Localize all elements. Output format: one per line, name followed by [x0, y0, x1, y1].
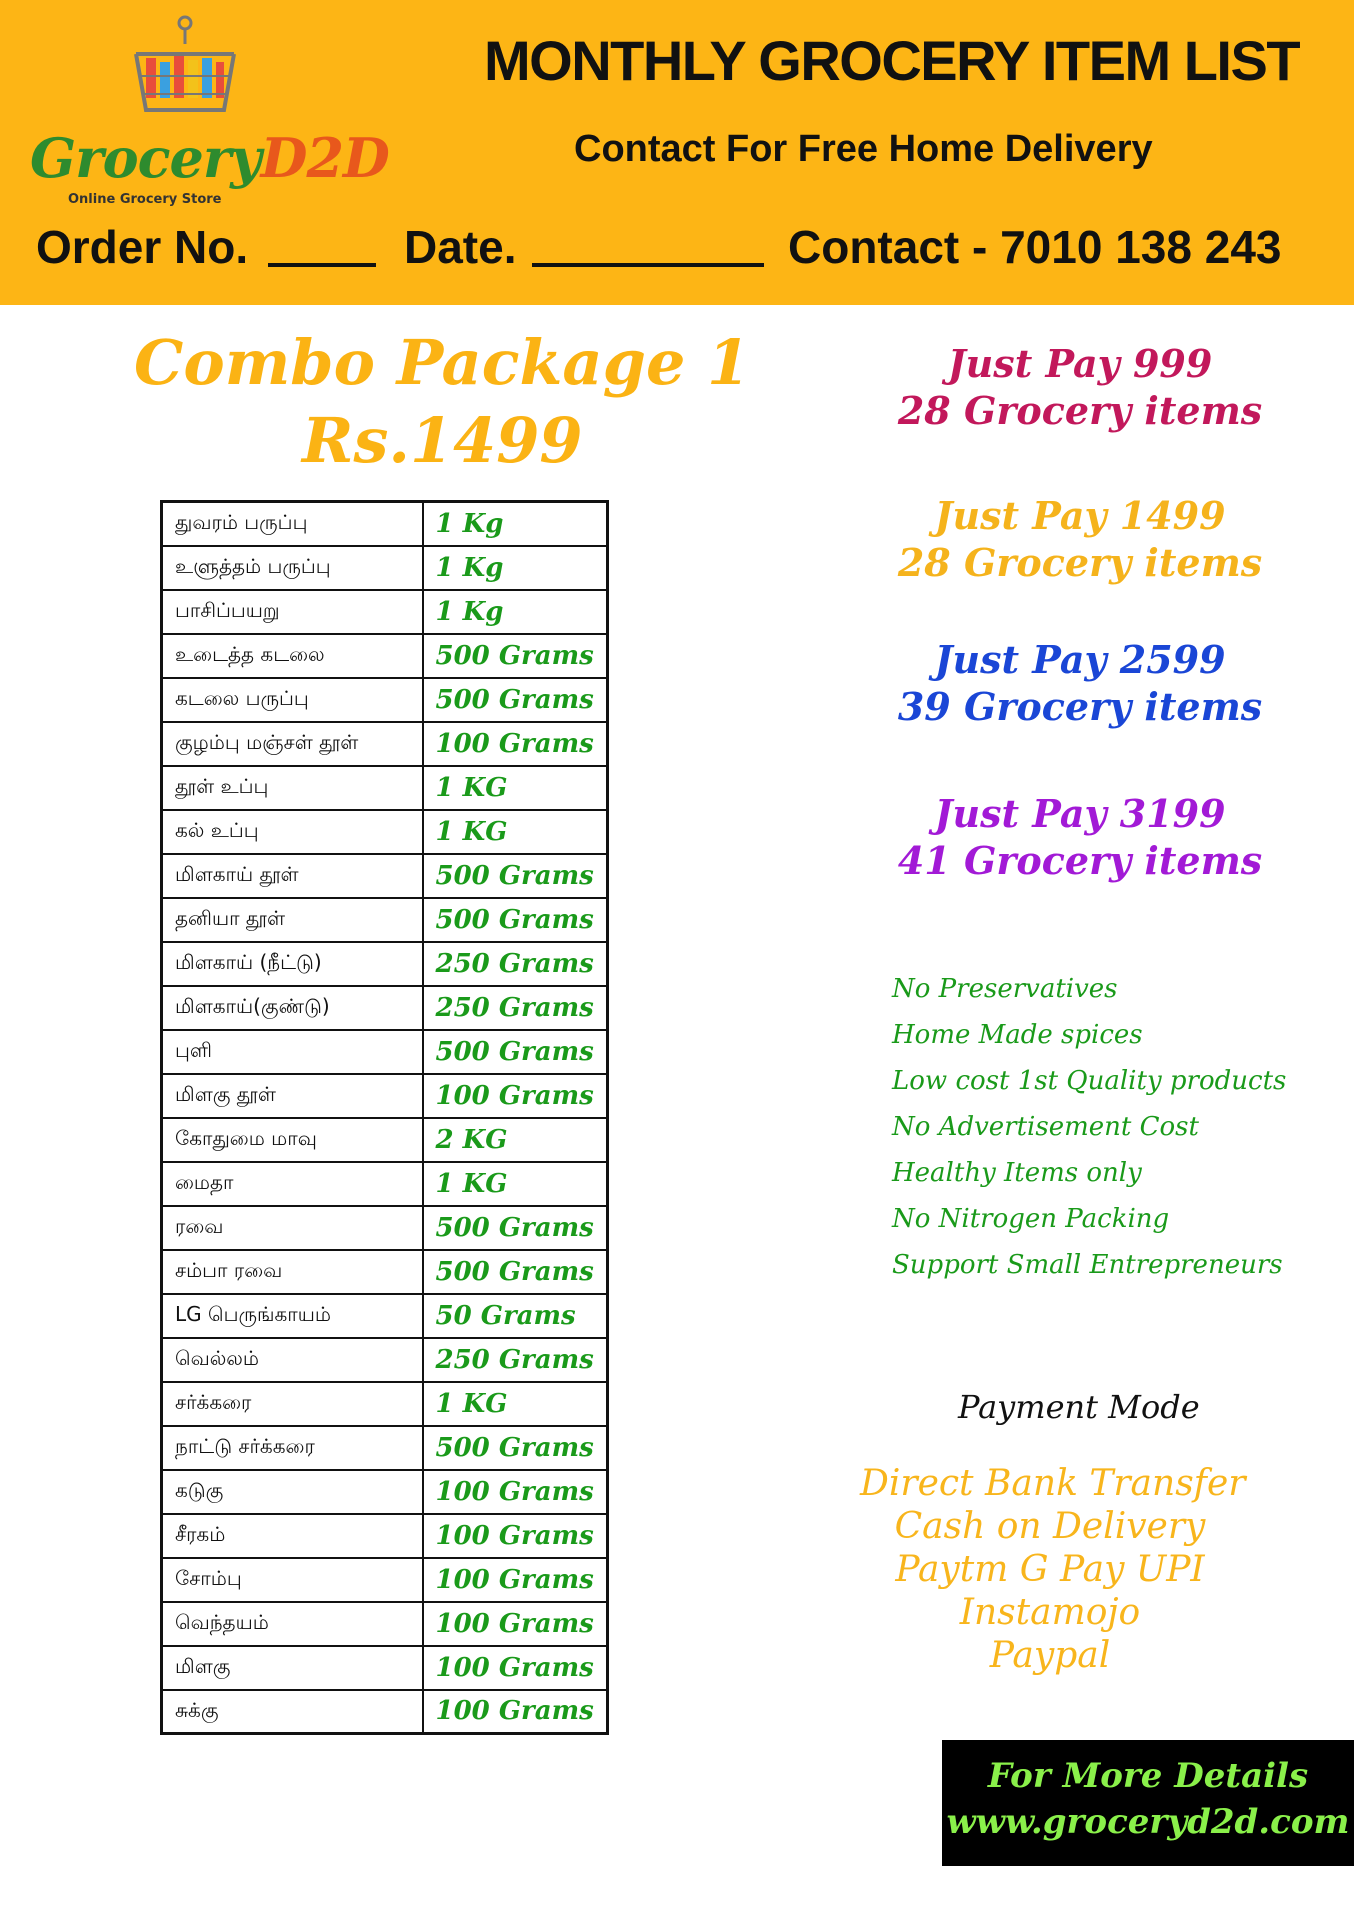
more-details-label: For More Details: [987, 1756, 1309, 1796]
item-quantity: 1 Kg: [423, 502, 608, 546]
item-name: LG பெருங்காயம்: [162, 1294, 423, 1338]
offer-block: [850, 790, 1310, 884]
grocery-items-table: [160, 500, 609, 1735]
offer-price: Just Pay 3199: [934, 791, 1226, 836]
website-link[interactable]: www.groceryd2d.com: [946, 1802, 1350, 1842]
contact-number: Contact - 7010 138 243: [788, 221, 1282, 273]
item-quantity: 500 Grams: [423, 1250, 608, 1294]
item-name: மிளகாய்(குண்டு): [162, 986, 423, 1030]
table-row: [162, 546, 608, 590]
table-row: [162, 766, 608, 810]
item-name: மிளகு தூள்: [162, 1074, 423, 1118]
offer-item-count: 41 Grocery items: [897, 838, 1263, 883]
feature-item: No Advertisement Cost: [892, 1112, 1199, 1142]
date-label: Date.: [404, 221, 517, 273]
offer-block: [850, 340, 1310, 434]
item-name: துவரம் பருப்பு: [162, 502, 423, 546]
item-name: சர்க்கரை: [162, 1382, 423, 1426]
table-row: [162, 986, 608, 1030]
table-row: [162, 1646, 608, 1690]
table-row: [162, 1250, 608, 1294]
item-name: சீரகம்: [162, 1514, 423, 1558]
item-name: குழம்பு மஞ்சள் தூள்: [162, 722, 423, 766]
payment-mode-heading: Payment Mode: [958, 1388, 1200, 1426]
payment-modes-list: [860, 1462, 1246, 1677]
offer-price: Just Pay 1499: [934, 493, 1226, 538]
item-name: வெந்தயம்: [162, 1602, 423, 1646]
table-row: [162, 898, 608, 942]
item-quantity: 1 Kg: [423, 546, 608, 590]
payment-mode-item: Instamojo: [959, 1592, 1141, 1633]
table-row: [162, 1514, 608, 1558]
offer-item-count: 28 Grocery items: [897, 388, 1263, 433]
offer-price: Just Pay 999: [947, 341, 1213, 386]
item-quantity: 500 Grams: [423, 678, 608, 722]
item-name: கடுகு: [162, 1470, 423, 1514]
combo-price: Rs.1499: [302, 404, 583, 477]
item-name: சுக்கு: [162, 1690, 423, 1734]
payment-mode-item: Paypal: [989, 1635, 1111, 1676]
table-row: [162, 1206, 608, 1250]
item-name: சம்பா ரவை: [162, 1250, 423, 1294]
item-name: மிளகாய் (நீட்டு): [162, 942, 423, 986]
item-name: மிளகு: [162, 1646, 423, 1690]
item-quantity: 500 Grams: [423, 1030, 608, 1074]
item-quantity: 500 Grams: [423, 1206, 608, 1250]
table-row: [162, 942, 608, 986]
feature-item: No Nitrogen Packing: [892, 1204, 1170, 1234]
table-row: [162, 1382, 608, 1426]
item-name: மிளகாய் தூள்: [162, 854, 423, 898]
item-quantity: 100 Grams: [423, 1602, 608, 1646]
item-name: பாசிப்பயறு: [162, 590, 423, 634]
table-row: [162, 1338, 608, 1382]
brand-tagline: Online Grocery Store: [68, 192, 222, 207]
table-row: [162, 810, 608, 854]
feature-item: Low cost 1st Quality products: [892, 1066, 1287, 1096]
item-name: தூள் உப்பு: [162, 766, 423, 810]
combo-title: Combo Package 1: [134, 326, 751, 399]
feature-item: Healthy Items only: [892, 1158, 1142, 1188]
item-quantity: 250 Grams: [423, 1338, 608, 1382]
table-row: [162, 634, 608, 678]
order-number-blank: [268, 263, 376, 267]
table-row: [162, 1558, 608, 1602]
table-row: [162, 1294, 608, 1338]
item-quantity: 1 KG: [423, 810, 608, 854]
table-row: [162, 722, 608, 766]
table-row: [162, 1074, 608, 1118]
table-row: [162, 1602, 608, 1646]
item-quantity: 1 KG: [423, 1382, 608, 1426]
feature-item: Support Small Entrepreneurs: [892, 1250, 1283, 1280]
item-quantity: 500 Grams: [423, 854, 608, 898]
order-number-label: Order No.: [36, 221, 249, 273]
item-quantity: 100 Grams: [423, 722, 608, 766]
more-details-box: [942, 1740, 1354, 1866]
payment-mode-item: Cash on Delivery: [894, 1506, 1206, 1547]
item-name: மைதா: [162, 1162, 423, 1206]
table-row: [162, 1118, 608, 1162]
item-quantity: 500 Grams: [423, 898, 608, 942]
item-quantity: 100 Grams: [423, 1690, 608, 1734]
item-name: கடலை பருப்பு: [162, 678, 423, 722]
item-quantity: 100 Grams: [423, 1074, 608, 1118]
item-name: கோதுமை மாவு: [162, 1118, 423, 1162]
item-name: ரவை: [162, 1206, 423, 1250]
feature-item: No Preservatives: [892, 974, 1118, 1004]
page-subtitle: Contact For Free Home Delivery: [574, 128, 1153, 170]
item-quantity: 500 Grams: [423, 634, 608, 678]
item-name: நாட்டு சர்க்கரை: [162, 1426, 423, 1470]
item-quantity: 250 Grams: [423, 986, 608, 1030]
table-row: [162, 854, 608, 898]
table-row: [162, 1162, 608, 1206]
brand-logo: GroceryD2D: [30, 126, 389, 190]
offer-price: Just Pay 2599: [934, 637, 1226, 682]
table-row: [162, 1690, 608, 1734]
features-list: [892, 966, 1286, 1288]
date-blank: [532, 263, 764, 267]
item-quantity: 100 Grams: [423, 1646, 608, 1690]
table-row: [162, 1030, 608, 1074]
header-banner: [0, 0, 1354, 305]
offer-block: [850, 492, 1310, 586]
item-name: சோம்பு: [162, 1558, 423, 1602]
item-name: உடைத்த கடலை: [162, 634, 423, 678]
offer-block: [850, 636, 1310, 730]
table-row: [162, 590, 608, 634]
item-quantity: 250 Grams: [423, 942, 608, 986]
offer-item-count: 39 Grocery items: [897, 684, 1263, 729]
payment-mode-item: Paytm G Pay UPI: [895, 1549, 1205, 1590]
item-name: கல் உப்பு: [162, 810, 423, 854]
item-quantity: 1 KG: [423, 1162, 608, 1206]
table-row: [162, 1470, 608, 1514]
item-quantity: 2 KG: [423, 1118, 608, 1162]
table-row: [162, 1426, 608, 1470]
item-quantity: 1 Kg: [423, 590, 608, 634]
shopping-basket-icon: [130, 14, 240, 126]
item-name: தனியா தூள்: [162, 898, 423, 942]
item-name: உளுத்தம் பருப்பு: [162, 546, 423, 590]
item-quantity: 100 Grams: [423, 1514, 608, 1558]
item-quantity: 100 Grams: [423, 1558, 608, 1602]
item-quantity: 500 Grams: [423, 1426, 608, 1470]
item-quantity: 50 Grams: [423, 1294, 608, 1338]
table-row: [162, 678, 608, 722]
offer-item-count: 28 Grocery items: [897, 540, 1263, 585]
item-name: வெல்லம்: [162, 1338, 423, 1382]
payment-mode-item: Direct Bank Transfer: [860, 1463, 1246, 1504]
feature-item: Home Made spices: [892, 1020, 1143, 1050]
item-quantity: 100 Grams: [423, 1470, 608, 1514]
table-row: [162, 502, 608, 546]
item-quantity: 1 KG: [423, 766, 608, 810]
page-title: MONTHLY GROCERY ITEM LIST: [484, 29, 1300, 92]
item-name: புளி: [162, 1030, 423, 1074]
